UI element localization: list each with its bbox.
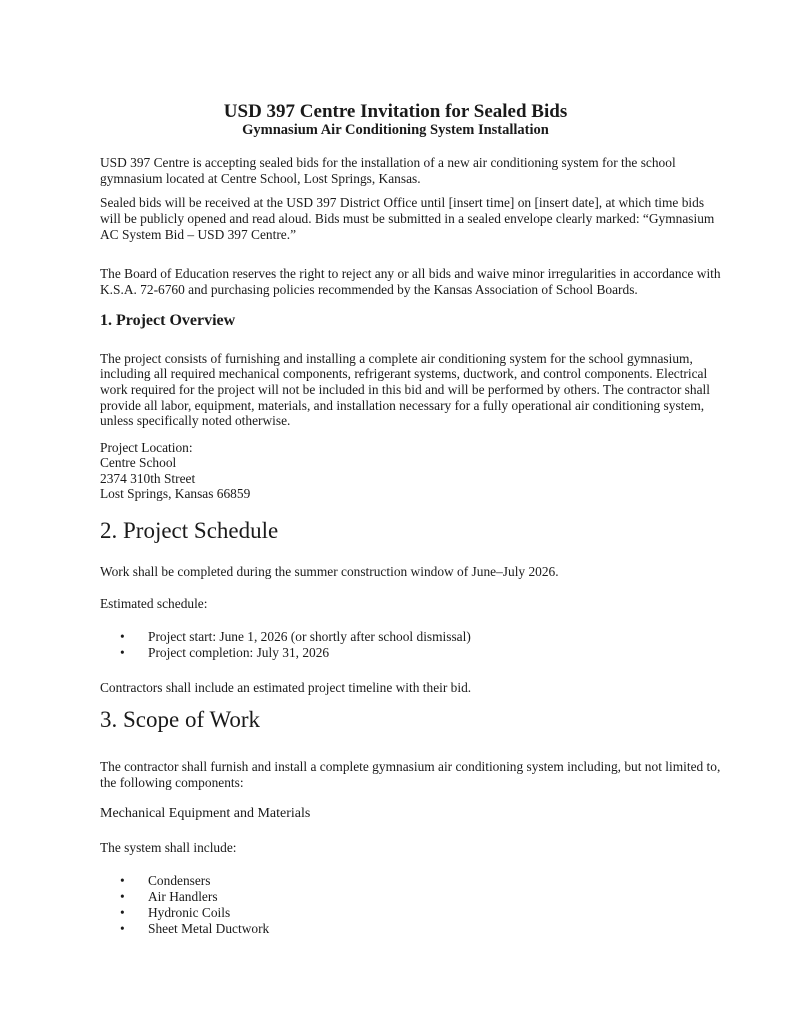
subheading-mechanical: Mechanical Equipment and Materials: [100, 806, 311, 821]
board-line: K.S.A. 72-6760 and purchasing policies recommended by the Kansas Association of School Boards.: [100, 282, 638, 297]
section-3-heading: 3. Scope of Work: [100, 707, 260, 732]
location-label: Project Location:: [100, 440, 193, 455]
scope-line: The contractor shall furnish and install a complete gymnasium air conditioning system including, but not limited to,: [100, 759, 721, 774]
list-item: • Project completion: July 31, 2026: [120, 645, 330, 660]
bullet-icon: •: [120, 905, 125, 920]
list-item: • Project start: June 1, 2026 (or shortly after school dismissal): [120, 629, 471, 644]
bullet-icon: •: [120, 629, 125, 644]
estimated-schedule-label: Estimated schedule:: [100, 596, 208, 611]
bid-line: AC System Bid – USD 397 Centre.”: [100, 227, 297, 242]
bullet-icon: •: [120, 921, 125, 936]
list-item: • Air Handlers: [120, 889, 218, 904]
intro-line: gymnasium located at Centre School, Lost Springs, Kansas.: [100, 171, 421, 186]
location-city: Lost Springs, Kansas 66859: [100, 486, 251, 501]
scope-line: the following components:: [100, 775, 244, 790]
overview-line: including all required mechanical components, refrigerant systems, ductwork, and control components. Electrical: [100, 366, 708, 381]
intro-line: USD 397 Centre is accepting sealed bids for the installation of a new air conditioning system for the school: [100, 155, 676, 170]
document-title: USD 397 Centre Invitation for Sealed Bids: [223, 101, 568, 122]
section-2-heading: 2. Project Schedule: [100, 518, 279, 543]
overview-line: unless specifically noted otherwise.: [100, 413, 291, 428]
list-item: • Hydronic Coils: [120, 905, 231, 920]
bullet-icon: •: [120, 645, 125, 660]
overview-line: The project consists of furnishing and installing a complete air conditioning system for the school gymnasium,: [100, 351, 693, 366]
location-name: Centre School: [100, 455, 177, 470]
overview-line: provide all labor, equipment, materials, and installation necessary for a fully operational air conditioning system,: [100, 398, 705, 413]
board-line: The Board of Education reserves the right to reject any or all bids and waive minor irregularities in accordance with: [100, 266, 721, 281]
system-include-label: The system shall include:: [100, 840, 237, 855]
document-subtitle: Gymnasium Air Conditioning System Installation: [242, 122, 549, 138]
schedule-text: Work shall be completed during the summer construction window of June–July 2026.: [100, 564, 559, 579]
list-item: • Sheet Metal Ductwork: [120, 921, 270, 936]
bid-line: Sealed bids will be received at the USD 397 District Office until [insert time] on [insert date], at which time bids: [100, 195, 705, 210]
overview-line: work required for the project will not be included in this bid and will be performed by others. The contractor shall: [100, 382, 710, 397]
bullet-icon: •: [120, 873, 125, 888]
timeline-note: Contractors shall include an estimated project timeline with their bid.: [100, 680, 472, 695]
section-1-heading: 1. Project Overview: [100, 312, 236, 329]
list-item: • Condensers: [120, 873, 211, 888]
location-street: 2374 310th Street: [100, 471, 196, 486]
bullet-icon: •: [120, 889, 125, 904]
bid-line: will be publicly opened and read aloud. Bids must be submitted in a sealed envelope clearly marked: “Gymnasium: [100, 211, 715, 226]
